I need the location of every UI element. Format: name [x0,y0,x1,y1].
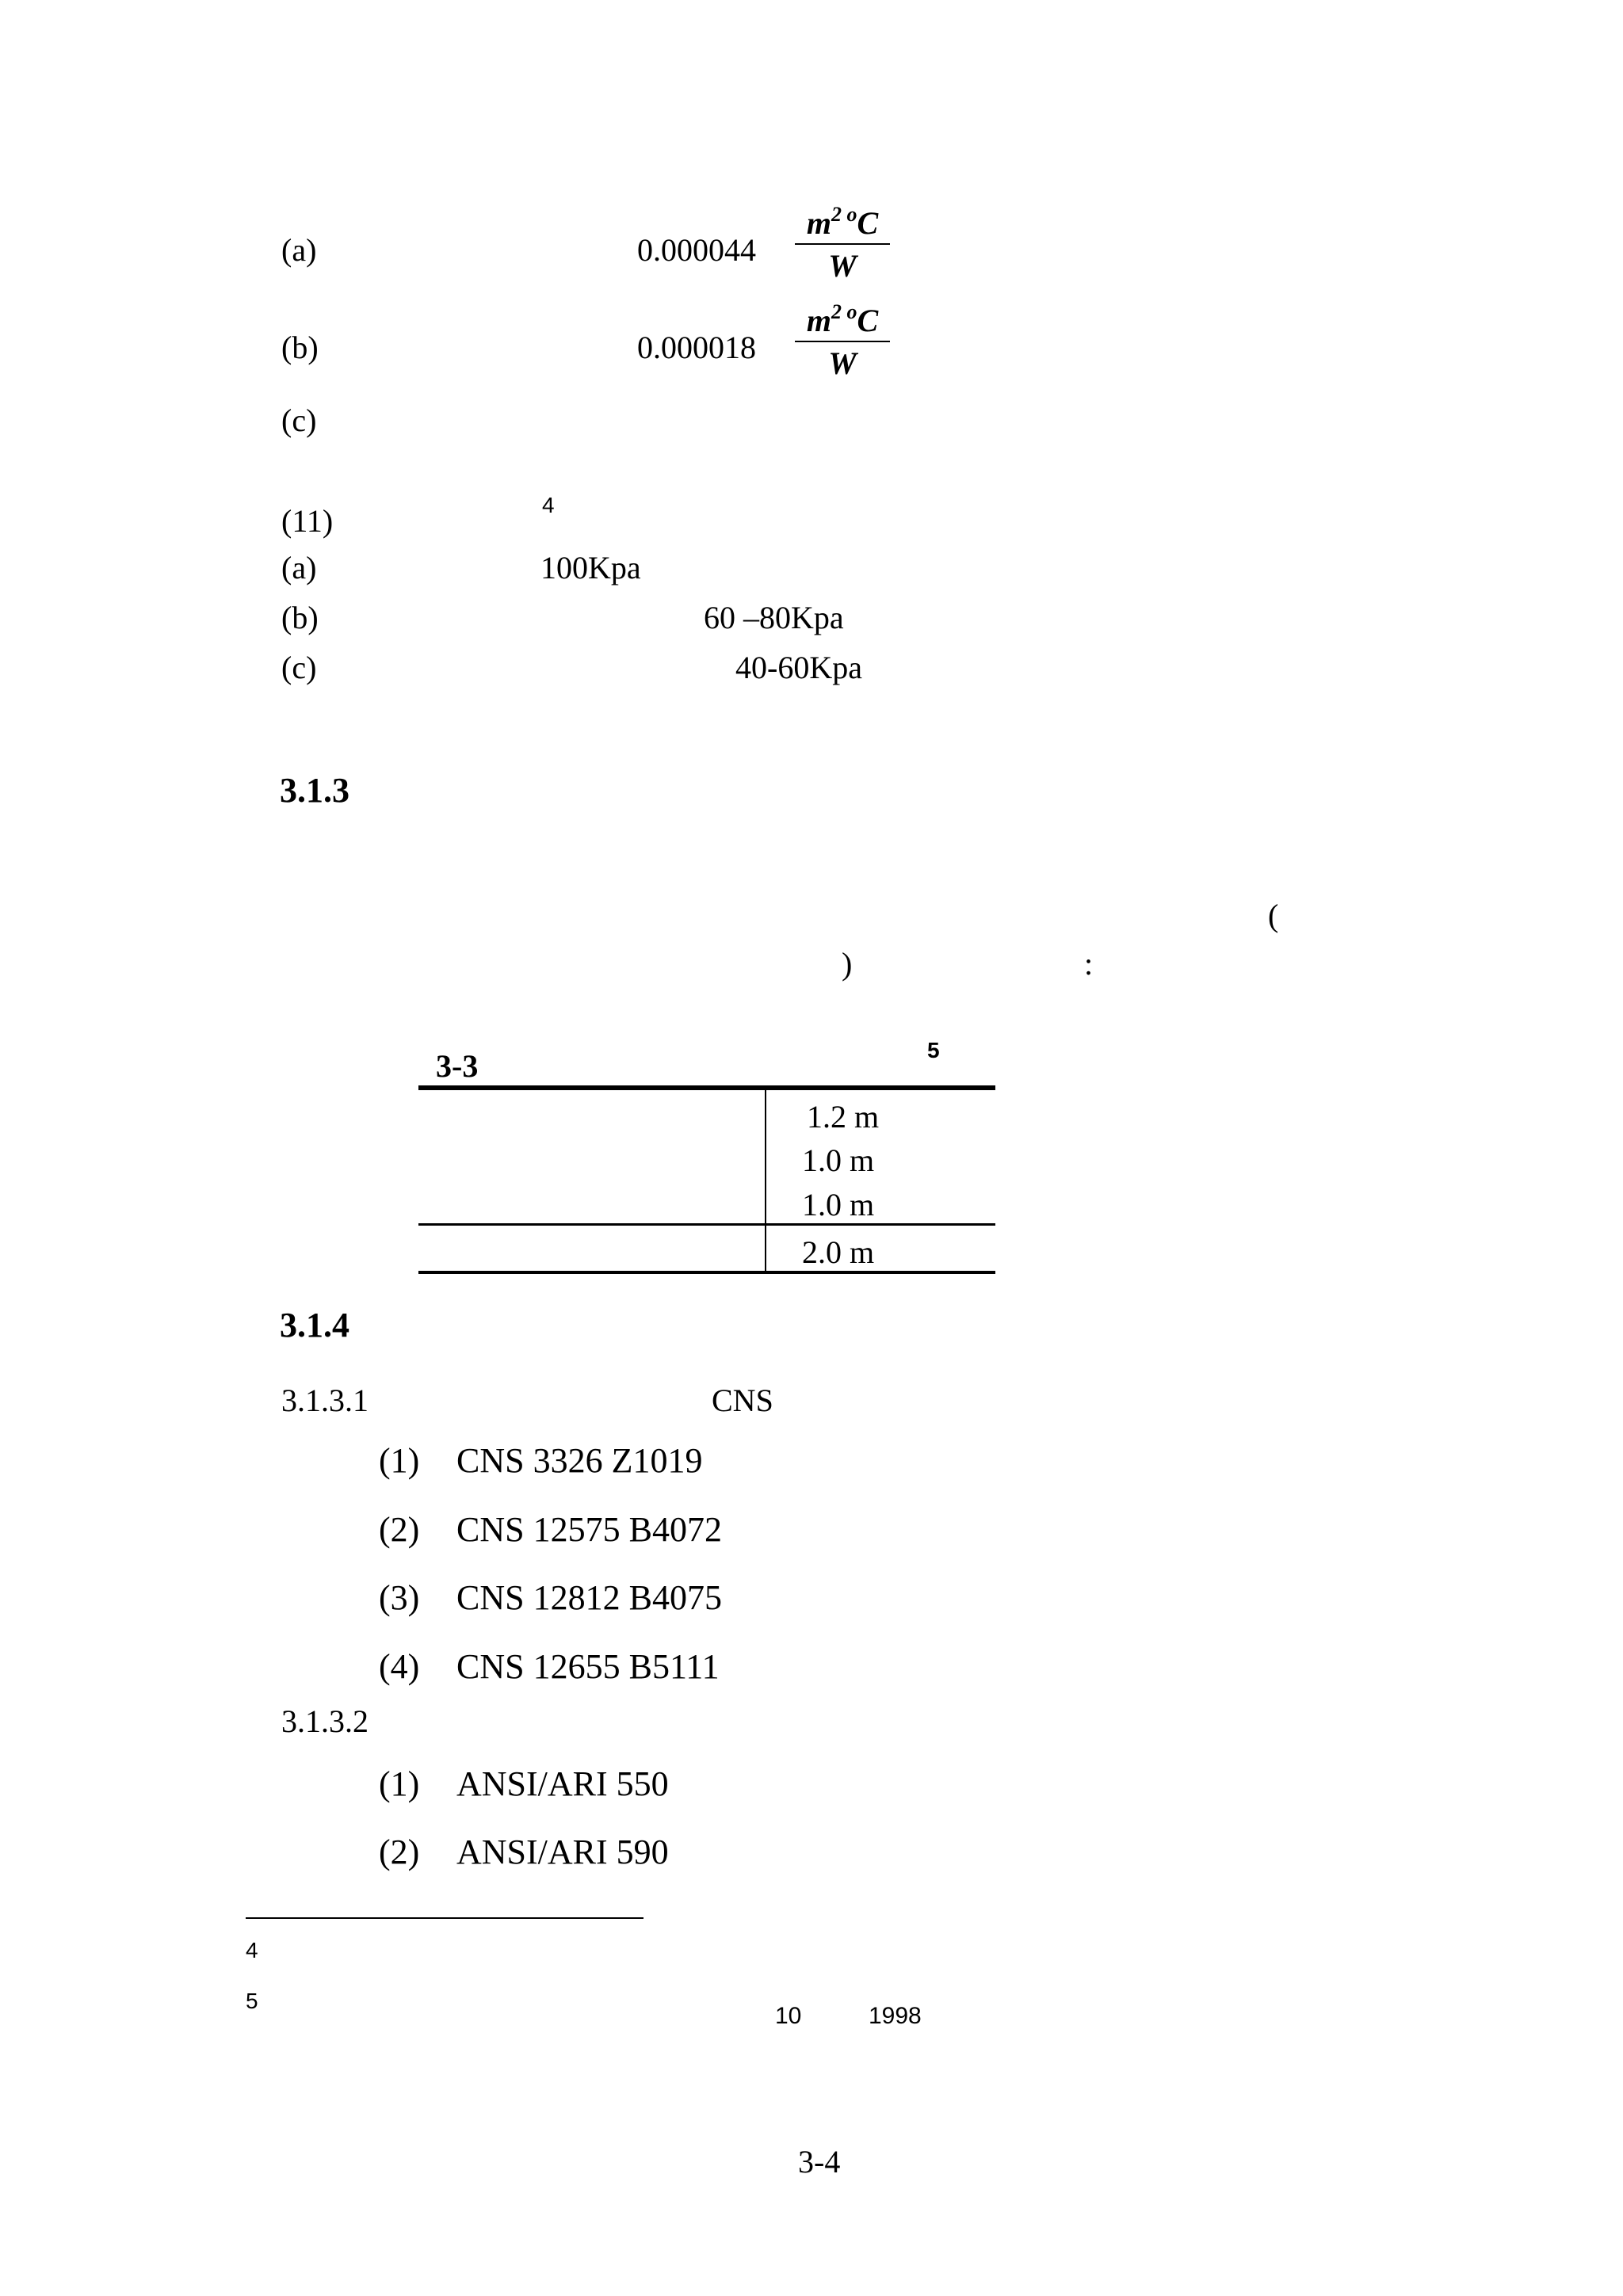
table-mid-rule [418,1223,995,1226]
paren-open: ( [1268,898,1279,933]
item-11-b-value: 60 –80Kpa [704,600,844,635]
table-top-rule [418,1085,995,1090]
item-11-c-label: (c) [281,650,317,685]
table-column-divider [765,1090,766,1274]
list-a-value: 0.000044 [637,232,756,268]
list-b-label: (b) [281,330,319,365]
list-c-label: (c) [281,402,317,438]
list-item-text: ANSI/ARI 550 [456,1764,669,1803]
list-item-text: CNS 12812 B4075 [456,1578,722,1617]
item-11-a-label: (a) [281,550,317,585]
section-3-1-3-heading: 3.1.3 [280,771,349,810]
footnote-ref-5: 5 [927,1038,940,1062]
subsection-number: 3.1.3.1 [281,1383,369,1418]
list-item-text: CNS 12575 B4072 [456,1510,722,1549]
footnote-ref-4: 4 [542,493,555,517]
list-item-number: (1) [379,1764,420,1803]
item-11-a-value: 100Kpa [540,550,641,585]
list-item-number: (2) [379,1833,420,1871]
list-item-number: (3) [379,1578,420,1617]
item-11-c-value: 40-60Kpa [735,650,862,685]
item-11-b-label: (b) [281,600,319,635]
list-a-label: (a) [281,232,317,268]
list-b-value: 0.000018 [637,330,756,365]
table-cell: 1.0 m [802,1142,875,1178]
unit-fraction-a: $m^{2 o}C$ W [795,208,890,282]
table-caption: 3-3 [436,1048,479,1084]
page-number: 3-4 [798,2144,841,2180]
list-item-text: CNS 3326 Z1019 [456,1441,703,1480]
table-cell: 1.2 m [807,1099,880,1135]
footnote-4-marker: 4 [246,1938,258,1962]
unit-fraction-b: $m^{2 o}C$ W [795,305,890,379]
footnote-5-year: 1998 [869,2003,922,2029]
footnote-separator [246,1917,643,1919]
footnote-5-value: 10 [775,2003,802,2029]
list-item-number: (2) [379,1510,420,1549]
item-11-label: (11) [281,503,334,539]
section-3-1-4-heading: 3.1.4 [280,1306,349,1344]
footnote-5-marker: 5 [246,1989,258,2013]
list-item-number: (1) [379,1441,420,1480]
paren-close: ) [842,946,853,982]
table-bottom-rule [418,1271,995,1274]
subsection-label: CNS [712,1383,773,1418]
table-cell: 2.0 m [802,1234,875,1270]
list-item-text: CNS 12655 B5111 [456,1647,720,1686]
colon: : [1084,946,1094,982]
table-cell: 1.0 m [802,1187,875,1222]
list-item-text: ANSI/ARI 590 [456,1833,669,1871]
list-item-number: (4) [379,1647,420,1686]
subsection-number: 3.1.3.2 [281,1703,369,1739]
